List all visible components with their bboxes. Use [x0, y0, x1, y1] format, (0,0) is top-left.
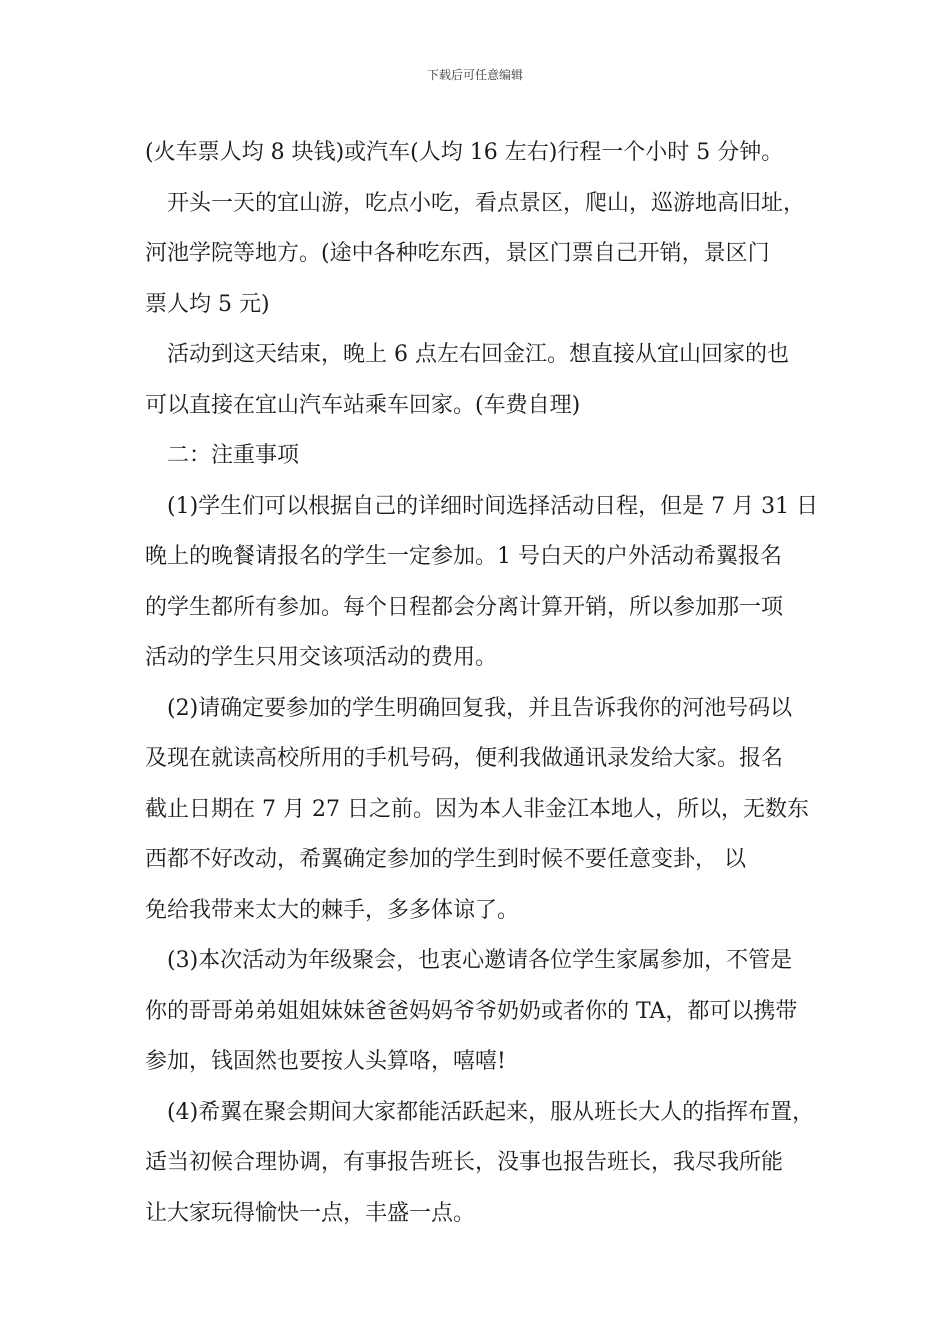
text-line: 开头一天的宜山游，吃点小吃，看点景区，爬山，巡游地高旧址， — [167, 190, 806, 216]
text-line: 票人均 5 元) — [145, 291, 270, 317]
text-line: 截止日期在 7 月 27 日之前。因为本人非金江本地人，所以，无数东 — [145, 796, 809, 822]
text-line: 活动的学生只用交该项活动的费用。 — [145, 645, 498, 670]
text-line: 的学生都所有参加。每个日程都会分离计算开销，所以参加那一项 — [145, 594, 784, 620]
paragraph — [145, 684, 810, 937]
paragraph — [145, 482, 819, 684]
paragraph — [145, 179, 810, 331]
text-line: (4)希翼在聚会期间大家都能活跃起来，服从班长大人的指挥布置， — [167, 1099, 815, 1125]
text-line: 你的哥哥弟弟姐姐妹妹爸爸妈妈爷爷奶奶或者你的 TA，都可以携带 — [145, 998, 798, 1024]
text-line: 适当初候合理协调，有事报告班长，没事也报告班长，我尽我所能 — [145, 1150, 784, 1175]
paragraph — [145, 330, 810, 431]
page-header: 下载后可任意编辑 — [426, 68, 523, 82]
text-line: 晚上的晚餐请报名的学生一定参加。1 号白天的户外活动希翼报名 — [145, 544, 782, 569]
text-line: (2)请确定要参加的学生明确回复我，并且告诉我你的河池号码以 — [167, 695, 793, 721]
text-line: (1)学生们可以根据自己的详细时间选择活动日程，但是 7 月 31 日 — [167, 493, 819, 519]
text-line: 可以直接在宜山汽车站乘车回家。(车费自理) — [145, 392, 581, 418]
text-line: 河池学院等地方。(途中各种吃东西，景区门票自己开销，景区门 — [145, 241, 770, 266]
text-line: 及现在就读高校所用的手机号码，便利我做通讯录发给大家。报名 — [145, 746, 784, 771]
text-line: 二：注重事项 — [167, 443, 300, 468]
text-line: 让大家玩得愉快一点，丰盛一点。 — [145, 1200, 476, 1226]
text-line: (3)本次活动为年级聚会，也衷心邀请各位学生家属参加，不管是 — [167, 948, 793, 973]
text-line: (火车票人均 8 块钱)或汽车(人均 16 左右)行程一个小时 5 分钟。 — [145, 140, 784, 165]
text-line: 西都不好改动，希翼确定参加的学生到时候不要任意变卦， 以 — [145, 847, 746, 872]
paragraph — [145, 128, 810, 179]
text-line: 活动到这天结束，晚上 6 点左右回金江。想直接从宜山回家的也 — [167, 342, 789, 367]
paragraph — [145, 936, 810, 1088]
document-body — [145, 128, 819, 1239]
paragraph — [145, 431, 810, 482]
text-line: 参加，钱固然也要按人头算咯，嘻嘻! — [145, 1049, 506, 1074]
paragraph — [145, 1088, 815, 1240]
text-line: 免给我带来太大的棘手，多多体谅了。 — [145, 897, 520, 923]
